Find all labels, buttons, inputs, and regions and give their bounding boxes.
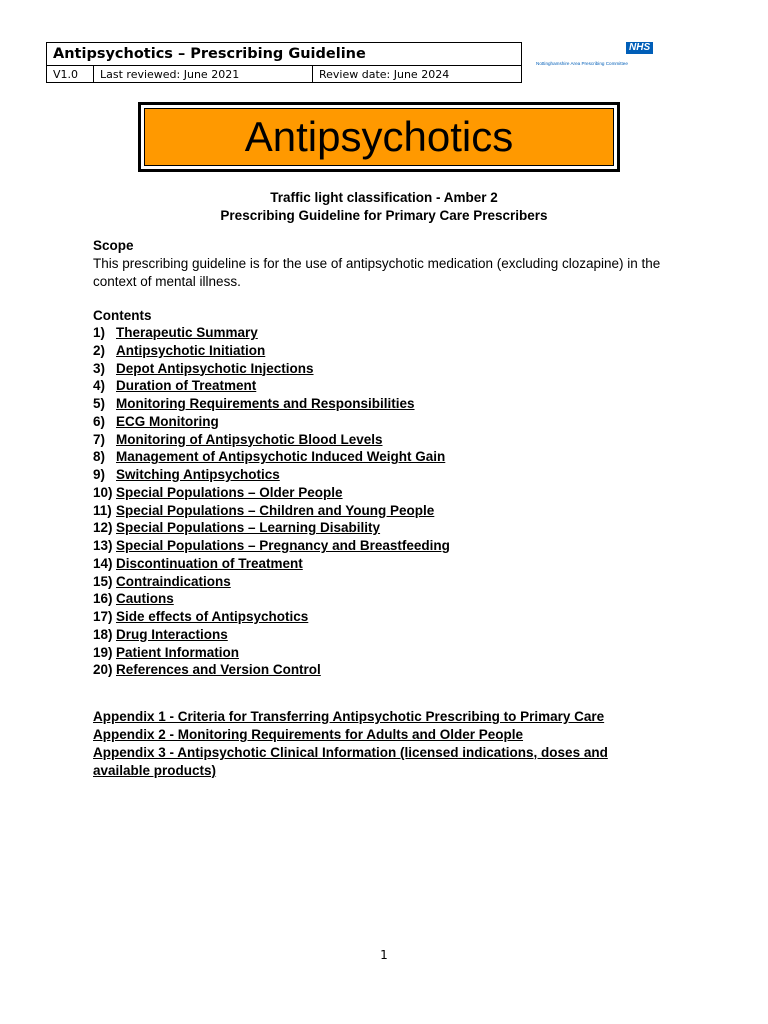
contents-item [93, 573, 450, 591]
contents-item [93, 519, 450, 537]
contents-item [93, 431, 450, 449]
contents-item-link[interactable]: Therapeutic Summary [116, 325, 258, 340]
contents-item-link[interactable]: Cautions [116, 591, 174, 607]
contents-item-number: 11) [93, 502, 112, 518]
contents-item [93, 413, 450, 431]
contents-item-number: 3) [93, 360, 106, 376]
contents-list [93, 324, 450, 679]
contents-item-number: 12) [93, 520, 113, 536]
contents-item-number: 9) [93, 467, 106, 482]
contents-item-number: 10) [93, 484, 113, 500]
contents-item-link[interactable]: References and Version Control [116, 662, 321, 678]
contents-item [93, 537, 450, 555]
contents-item [93, 377, 450, 395]
contents-item [93, 661, 450, 679]
contents-item [93, 342, 450, 360]
contents-item [93, 395, 450, 413]
scope-text: This prescribing guideline is for the use of antipsychotic medication (excluding clozapine) in the context of mental illness. [93, 256, 661, 289]
contents-item [93, 502, 450, 520]
contents-item-link[interactable]: Special Populations – Learning Disability [116, 520, 381, 536]
contents-item-number: 17) [93, 609, 113, 624]
contents-item-number: 1) [93, 325, 106, 340]
scope-heading: Scope [93, 238, 134, 253]
contents-item [93, 324, 450, 342]
contents-item-number: 16) [93, 591, 113, 607]
guideline-audience: Prescribing Guideline for Primary Care Prescribers [220, 208, 548, 223]
version-label: V1.0 [47, 66, 94, 83]
contents-item-link[interactable]: Antipsychotic Initiation [116, 342, 266, 358]
contents-item [93, 590, 450, 608]
review-date-label: Review date: June 2024 [313, 66, 522, 83]
contents-item-link[interactable]: Depot Antipsychotic Injections [116, 360, 314, 376]
contents-item-link[interactable]: Special Populations – Pregnancy and Breastfeeding [116, 538, 450, 553]
nhs-logo: NHS [626, 42, 653, 54]
contents-item-link[interactable]: Patient Information [116, 644, 240, 660]
contents-item-link[interactable]: Monitoring Requirements and Responsibilities [116, 396, 415, 411]
title-banner [138, 102, 620, 172]
contents-item [93, 608, 450, 626]
contents-item [93, 626, 450, 644]
contents-item [93, 360, 450, 378]
contents-item-link[interactable]: Drug Interactions [116, 626, 228, 642]
committee-name: Nottinghamshire Area Prescribing Committee [536, 61, 628, 66]
contents-item [93, 555, 450, 573]
contents-item [93, 448, 450, 466]
contents-item-link[interactable]: Discontinuation of Treatment [116, 555, 303, 571]
contents-item-number: 6) [93, 413, 106, 429]
contents-item-number: 19) [93, 644, 113, 660]
contents-item [93, 644, 450, 662]
contents-item-number: 8) [93, 449, 106, 465]
banner-title: Antipsychotics [144, 108, 614, 166]
contents-item-number: 2) [93, 342, 106, 358]
contents-item-number: 7) [93, 431, 106, 447]
contents-item [93, 466, 450, 484]
contents-item-link[interactable]: Special Populations – Children and Young People [116, 502, 435, 518]
contents-item-number: 5) [93, 396, 106, 411]
appendix-link-2[interactable]: Appendix 2 - Monitoring Requirements for Adults and Older People [93, 727, 524, 742]
document-title: Antipsychotics – Prescribing Guideline [47, 43, 522, 66]
appendix-link-1[interactable]: Appendix 1 - Criteria for Transferring Antipsychotic Prescribing to Primary Care [93, 709, 605, 724]
contents-heading: Contents [93, 308, 152, 323]
contents-item-number: 13) [93, 538, 113, 553]
contents-item-number: 20) [93, 662, 113, 678]
contents-item [93, 484, 450, 502]
contents-item-link[interactable]: Switching Antipsychotics [116, 467, 280, 482]
document-header-table [46, 42, 522, 83]
contents-item-number: 15) [93, 573, 113, 589]
appendix-list [93, 708, 653, 780]
traffic-light-classification: Traffic light classification - Amber 2 [270, 190, 498, 205]
contents-item-link[interactable]: Side effects of Antipsychotics [116, 609, 309, 624]
contents-item-number: 18) [93, 626, 113, 642]
contents-item-link[interactable]: Contraindications [116, 573, 231, 589]
contents-item-link[interactable]: Duration of Treatment [116, 378, 257, 394]
contents-item-number: 4) [93, 378, 106, 394]
contents-item-link[interactable]: Management of Antipsychotic Induced Weight Gain [116, 449, 446, 465]
contents-item-link[interactable]: Special Populations – Older People [116, 484, 343, 500]
contents-item-link[interactable]: Monitoring of Antipsychotic Blood Levels [116, 431, 383, 447]
contents-item-link[interactable]: ECG Monitoring [116, 413, 219, 429]
page-number: 1 [380, 948, 388, 962]
contents-item-number: 14) [93, 555, 113, 571]
appendix-link-3[interactable]: Appendix 3 - Antipsychotic Clinical Information (licensed indications, doses and available products) [93, 745, 608, 778]
last-reviewed-label: Last reviewed: June 2021 [94, 66, 313, 83]
